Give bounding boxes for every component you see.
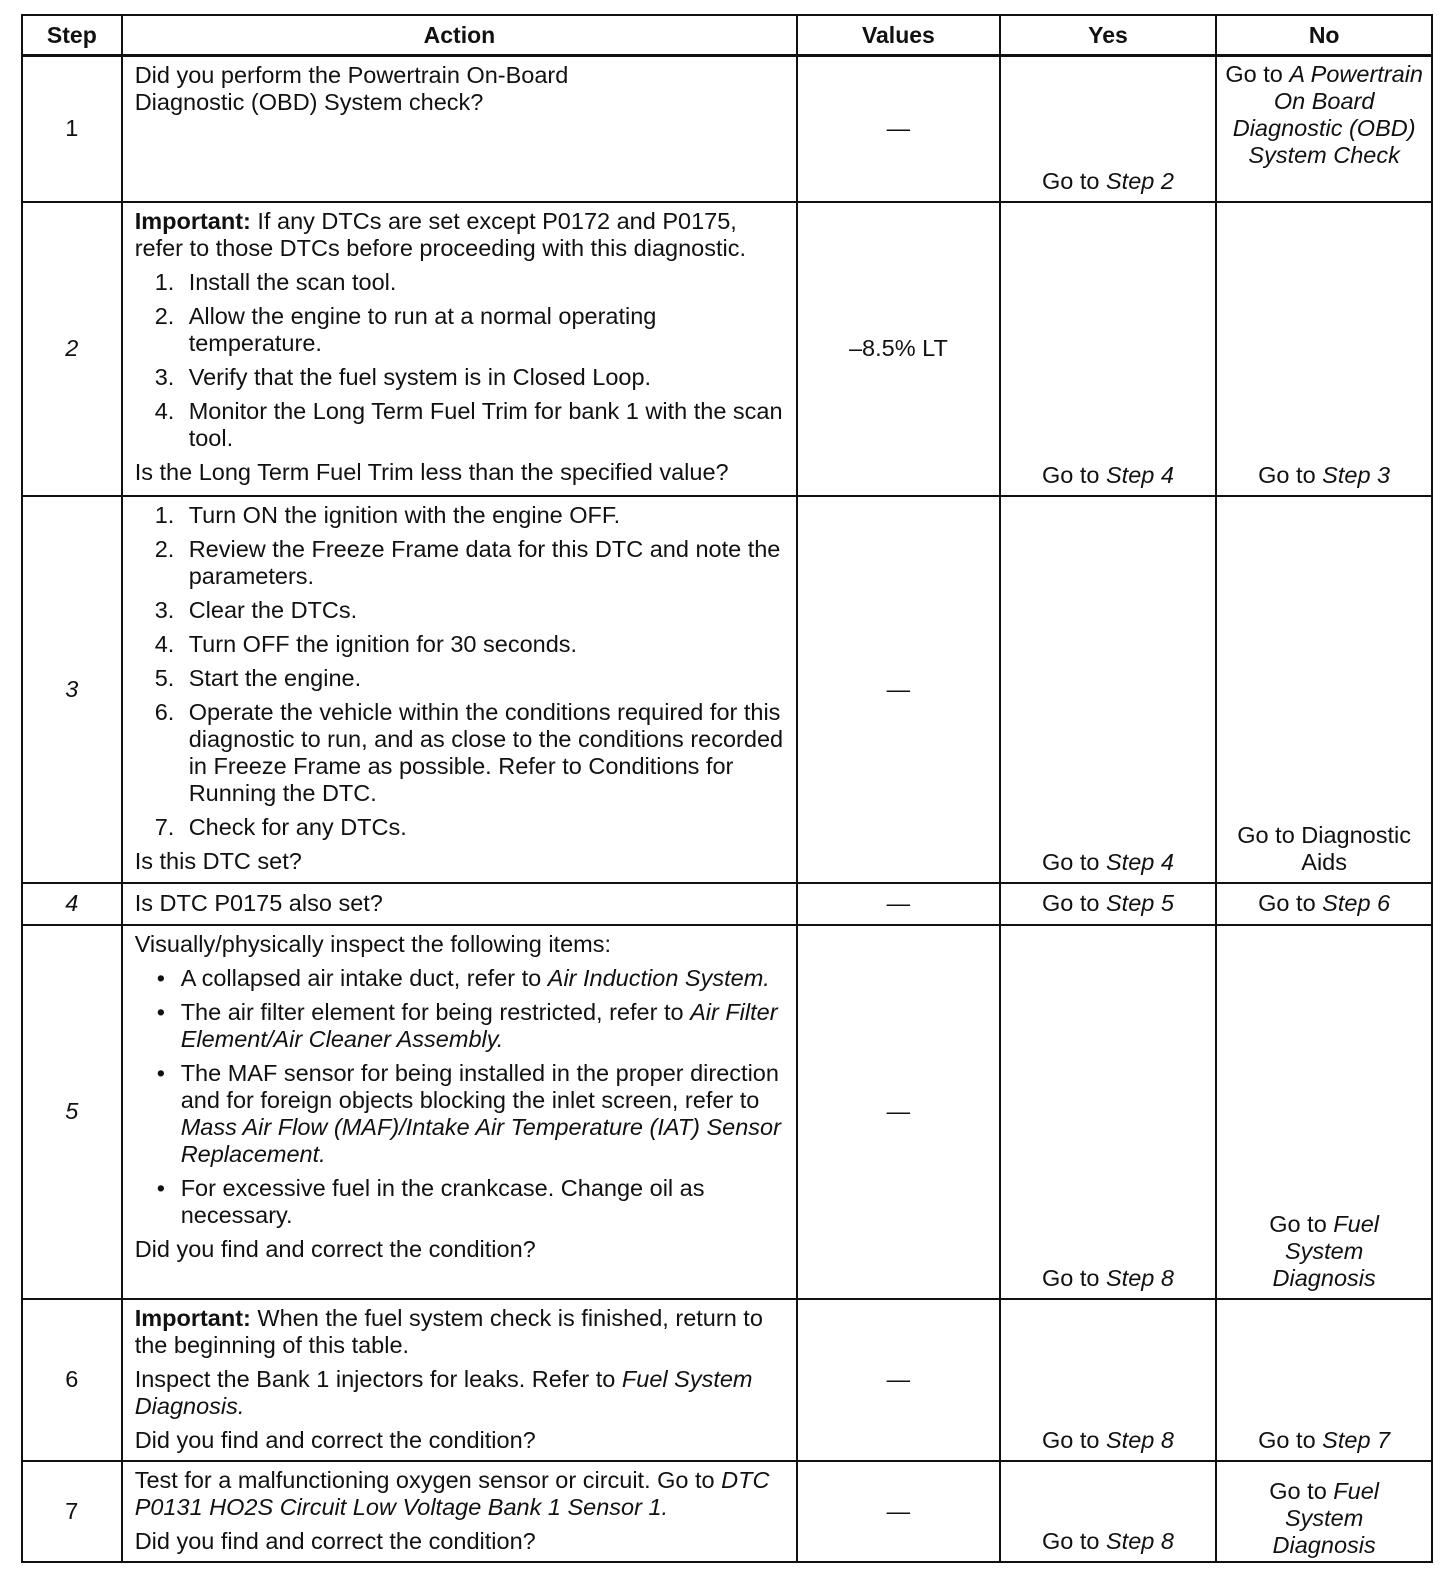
no-cell: Go to Fuel System Diagnosis [1216,925,1432,1299]
step-number: 5 [22,925,122,1299]
no-prefix: Go to [1225,61,1283,87]
reference-link[interactable]: DTC P0131 HO2S Circuit Low Voltage Bank 1 Sensor 1. [134,1466,770,1520]
list-item: 3. Clear the DTCs. [154,596,358,623]
question-text: Did you find and correct the condition? [134,1527,536,1554]
yes-cell: Go to Step 4 [1000,496,1217,883]
step-number: 7 [22,1461,122,1562]
list-item: 1. Turn ON the ignition with the engine OFF. [154,501,621,528]
yes-cell [1000,56,1217,202]
question-text: Is the Long Term Fuel Trim less than the specified value? [134,458,729,485]
header-no: No [1216,15,1432,56]
important-label: Important: [134,207,251,234]
list-item: • For excessive fuel in the crankcase. Change oil as necessary. [156,1174,705,1228]
test-text: Test for a malfunctioning oxygen sensor or circuit. Go to DTC P0131 HO2S Circuit Low Voltage Bank 1 Sensor 1. [134,1466,770,1520]
yes-cell: Go to Step 8 [1000,1299,1217,1461]
table-row [22,883,1432,925]
list-item: 7. Check for any DTCs. [154,813,407,840]
action-cell [122,56,797,202]
header-row [22,15,1432,56]
step-number: 3 [22,496,122,883]
reference-link[interactable]: Mass Air Flow (MAF)/Intake Air Temperature (IAT) Sensor Replacement. [180,1113,781,1167]
yes-link[interactable]: Step 8 [1105,1527,1174,1554]
value-cell: — [797,883,999,925]
no-cell: Go to Step 7 [1216,1299,1432,1461]
header-step: Step [22,15,122,56]
yes-link[interactable]: Step 8 [1105,1264,1174,1291]
action-cell [122,202,797,496]
question-text: Did you find and correct the condition? [134,1235,536,1262]
no-link[interactable]: Fuel System Diagnosis [1272,1210,1380,1291]
important-label: Important: [134,1304,251,1331]
yes-cell: Go to Step 5 [1000,883,1217,925]
step-number: 6 [22,1299,122,1461]
list-item: 4. Turn OFF the ignition for 30 seconds. [154,630,578,657]
no-link[interactable]: Fuel System Diagnosis [1272,1477,1380,1558]
important-note [135,208,786,262]
list-item: 2. Review the Freeze Frame data for this DTC and note the parameters. [154,535,781,589]
value-cell: — [797,56,999,202]
header-values: Values [797,15,999,56]
list-item: 4. Monitor the Long Term Fuel Trim for bank 1 with the scan tool. [154,397,783,451]
action-cell [122,883,797,925]
diagnostic-table [21,14,1433,1563]
procedure-list [135,502,786,841]
table-row [22,202,1432,496]
no-link[interactable]: Step 7 [1322,1426,1391,1453]
table-row [22,1461,1432,1562]
header-yes: Yes [1000,15,1217,56]
action-cell [122,1299,797,1461]
value-cell: — [797,925,999,1299]
no-cell [1216,56,1432,202]
yes-prefix: Go to [1041,167,1100,194]
value-cell: — [797,496,999,883]
value-cell: — [797,1461,999,1562]
list-item: • The air filter element for being restricted, refer to Air Filter Element/Air Cleaner Assembly. [156,998,778,1052]
action-text: Did you perform the Powertrain On-Board Diagnostic (OBD) System check? [134,62,569,115]
no-link[interactable]: Step 3 [1322,461,1391,488]
reference-link[interactable]: Air Induction System. [547,964,770,991]
list-item: 6. Operate the vehicle within the conditions required for this diagnostic to run, and as close to the conditions recorded in Freeze Frame as possible. Refer to Conditions for Running the DTC. [154,698,784,806]
yes-link[interactable]: Step 2 [1105,167,1174,194]
table-row [22,496,1432,883]
inspect-text: Inspect the Bank 1 injectors for leaks. Refer to Fuel System Diagnosis. [134,1365,753,1419]
header-action: Action [122,15,797,56]
reference-link[interactable]: Air Filter Element/Air Cleaner Assembly. [180,998,778,1052]
yes-link[interactable]: Step 4 [1105,848,1174,875]
question-text: Did you find and correct the condition? [134,1426,536,1453]
step-number: 1 [22,56,122,202]
no-cell: Go to Step 3 [1216,202,1432,496]
procedure-list [135,269,786,452]
action-cell [122,1461,797,1562]
step-number: 4 [22,883,122,925]
step-number: 2 [22,202,122,496]
reference-link[interactable]: Fuel System Diagnosis. [134,1365,753,1419]
no-cell [1216,496,1432,883]
list-item: 1. Install the scan tool. [154,268,397,295]
important-text: When the fuel system check is finished, return to the beginning of this table. [134,1304,763,1358]
list-item: 2. Allow the engine to run at a normal operating temperature. [154,302,657,356]
value-cell: –8.5% LT [797,202,999,496]
list-item: 3. Verify that the fuel system is in Closed Loop. [154,363,652,390]
inspection-list [135,965,786,1229]
list-item: 5. Start the engine. [154,664,362,691]
no-cell: Go to Step 6 [1216,883,1432,925]
no-link[interactable]: Go to Diagnostic Aids [1237,821,1412,875]
yes-cell: Go to Step 8 [1000,925,1217,1299]
list-item: • A collapsed air intake duct, refer to Air Induction System. [156,964,770,991]
yes-cell: Go to Step 4 [1000,202,1217,496]
action-cell [122,925,797,1299]
important-note [135,1305,786,1359]
table-row [22,56,1432,202]
action-cell [122,496,797,883]
table-row [22,1299,1432,1461]
yes-cell: Go to Step 8 [1000,1461,1217,1562]
no-cell: Go to Fuel System Diagnosis [1216,1461,1432,1562]
intro-text: Visually/physically inspect the following items: [134,930,611,957]
important-text: If any DTCs are set except P0172 and P0175, refer to those DTCs before proceeding with this diagnostic. [134,207,746,261]
no-link[interactable]: Step 6 [1322,890,1391,916]
table-row [22,925,1432,1299]
yes-link[interactable]: Step 4 [1105,461,1174,488]
action-text: Is DTC P0175 also set? [134,889,383,916]
list-item: • The MAF sensor for being installed in the proper direction and for foreign objects blocking the inlet screen, refer to Mass Air Flow (MAF)/Intake Air Temperature (IAT) Sensor Replacement. [156,1059,781,1167]
value-cell: — [797,1299,999,1461]
no-link[interactable]: A Powertrain On Board Diagnostic (OBD) System Check [1232,61,1423,168]
yes-link[interactable]: Step 8 [1105,1426,1174,1453]
yes-link[interactable]: Step 5 [1105,890,1174,916]
question-text: Is this DTC set? [134,847,302,874]
